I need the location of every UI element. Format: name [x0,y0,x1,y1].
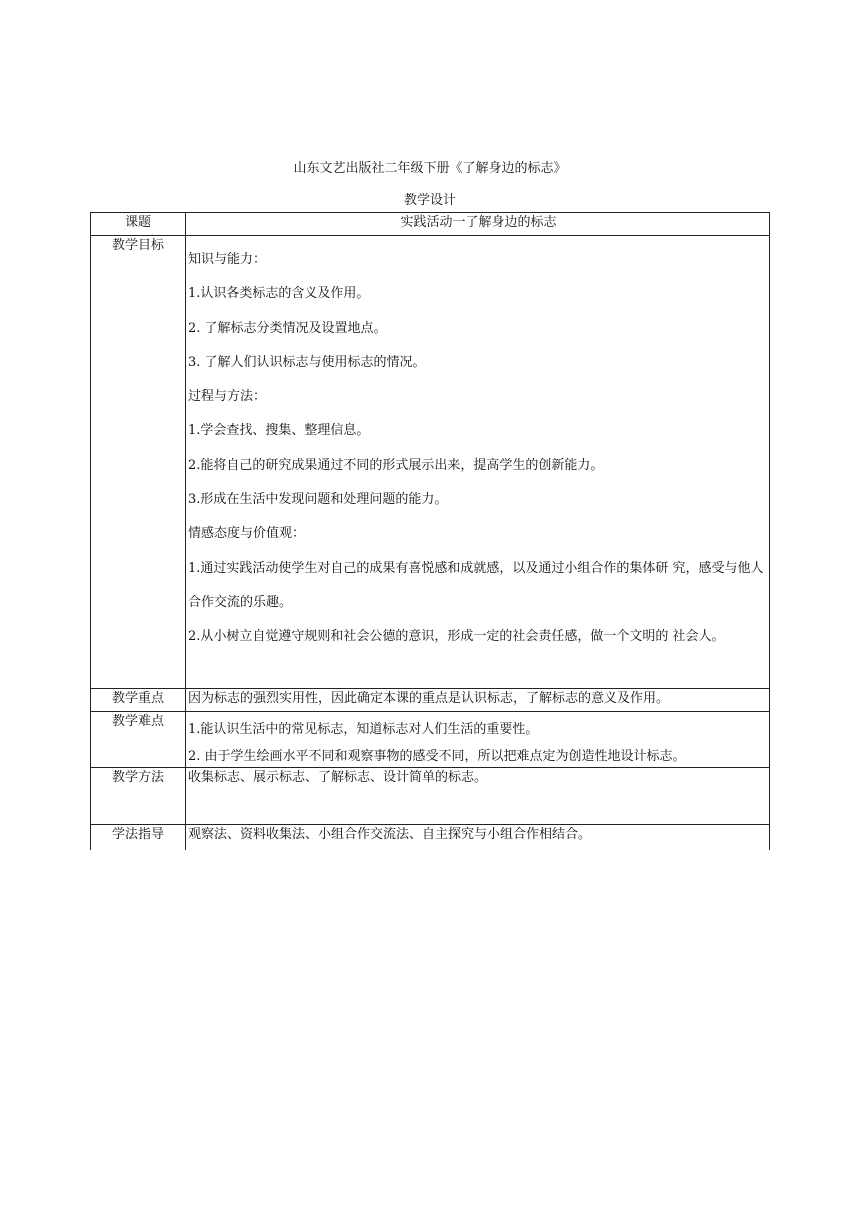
difficult-points-content [186,712,770,767]
goal-line: 情感态度与价值观： [188,526,306,542]
table-row-difficult-points [90,711,770,767]
table-row-key-points [90,688,770,711]
goal-line: 2. 了解标志分类情况及设置地点。 [188,320,387,336]
table-row-goals [90,235,770,688]
difficult-line: 2. 由于学生绘画水平不同和观察事物的感受不同，所以把难点定为创造性地设计标志。 [188,749,686,764]
difficult-line: 1.能认识生活中的常见标志，知道标志对人们生活的重要性。 [188,722,539,737]
goal-line: 3.形成在生活中发现问题和处理问题的能力。 [188,492,448,508]
goal-line: 2.从小树立自觉遵守规则和社会公德的意识，形成一定的社会责任感，做一个文明的 社会人。 [188,629,725,645]
topic-value: 实践活动一了解身边的标志 [186,213,770,235]
table-row-methods [90,767,770,824]
key-points-label: 教学重点 [90,689,186,711]
document-title: 山东文艺出版社二年级下册《了解身边的标志》 [293,161,567,176]
goal-line: 3. 了解人们认识标志与使用标志的情况。 [188,354,426,370]
lesson-plan-table [90,212,770,850]
topic-label: 课题 [90,213,186,235]
goal-line: 知识与能力： [188,252,267,267]
methods-value: 收集标志、展示标志、了解标志、设计简单的标志。 [186,768,770,824]
goal-line: 1.学会查找、搜集、整理信息。 [188,423,370,439]
table-row-topic [90,212,770,235]
study-guide-value: 观察法、资料收集法、小组合作交流法、自主探究与小组合作相结合。 [186,825,770,850]
goals-label: 教学目标 [90,236,186,688]
goal-line: 2.能将自己的研究成果通过不同的形式展示出来，提高学生的创新能力。 [188,457,604,473]
document-subtitle: 教学设计 [403,193,456,208]
goal-line: 1.认识各类标志的含义及作用。 [188,286,370,302]
methods-label: 教学方法 [90,768,186,824]
goal-line: 过程与方法： [188,389,267,405]
goals-content [186,236,770,688]
key-points-value: 因为标志的强烈实用性，因此确定本课的重点是认识标志，了解标志的意义及作用。 [186,689,770,711]
table-row-study-guide [90,824,770,850]
difficult-points-label: 教学难点 [90,712,186,767]
goal-line: 1.通过实践活动使学生对自己的成果有喜悦感和成就感，以及通过小组合作的集体研 究，感受与他人合作交流的乐趣。 [188,560,764,610]
study-guide-label: 学法指导 [90,825,186,850]
